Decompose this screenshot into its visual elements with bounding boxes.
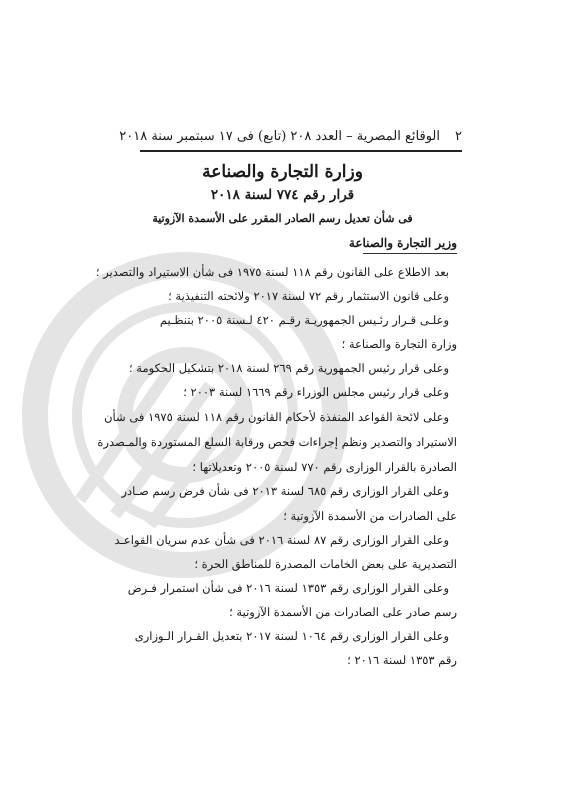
paragraph-line: وعلى قانون الاستثمار رقم ٧٢ لسنة ٢٠١٧ ولائحته التنفيذية ؛ — [168, 289, 449, 303]
ministry-heading: وزارة التجارة والصناعة — [202, 162, 363, 182]
paragraph-line: رقم ١٣٥٣ لسنة ٢٠١٦ ؛ — [347, 653, 457, 667]
page-number: ٢ — [455, 129, 462, 144]
paragraph-line: الاستيراد والتصدير ونظم إجراءات فحص ورقابة السلع المستوردة والمـصدرة — [97, 435, 457, 449]
paragraph-line: وعلى القرار الوزارى رقم ٨٧ لسنة ٢٠١٦ فى شأن عدم سريان القواعـد — [114, 533, 449, 547]
paragraph-line: على الصادرات من الأسمدة الآزوتية ؛ — [283, 509, 457, 523]
paragraph-line: وعلى قرار رئيس الجمهورية رقم ٢٦٩ لسنة ٢٠١٨ بتشكيل الحكومة ؛ — [129, 361, 449, 375]
paragraph-line: وعلى القرار الوزارى رقم ٦٨٥ لسنة ٢٠١٣ فى شأن فرض رسم صـادر — [121, 484, 449, 498]
paragraph-line: وعلى لائحة القواعد المنفذة لأحكام القانون رقم ١١٨ لسنة ١٩٧٥ فى شأن — [104, 410, 449, 424]
paragraph-line: بعد الاطلاع على القانون رقم ١١٨ لسنة ١٩٧٥ فى شأن الاستيراد والتصدير ؛ — [95, 265, 449, 279]
paragraph-line: وعلى القرار الوزارى رقم ١٣٥٣ لسنة ٢٠١٦ فى شأن استمرار فـرض — [127, 581, 449, 595]
paragraph-line: الصادرة بالقرار الوزارى رقم ٧٧٠ لسنة ٢٠٠٥ وتعديلاتها ؛ — [192, 460, 457, 474]
decree-title: قرار رقم ٧٧٤ لسنة ٢٠١٨ — [210, 187, 355, 203]
decree-subject: فى شأن تعديل رسم الصادر المقرر على الأسمدة الآزوتية — [152, 212, 413, 225]
paragraph-line: رسم صادر على الصادرات من الأسمدة الآزوتية ؛ — [229, 605, 457, 619]
paragraph-line: وعلى القرار الوزارى رقم ١٠٦٤ لسنة ٢٠١٧ بتعديل القـرار الـوزارى — [134, 629, 449, 643]
paragraph-line: التصديرية على بعض الخامات المصدرة للمناطق الحرة ؛ — [194, 557, 457, 571]
gazette-title: الوقائع المصرية – العدد ٢٠٨ (تابع) فى ١٧ سبتمبر سنة ٢٠١٨ — [119, 129, 440, 144]
paragraph-line: وعلى قرار رئيس مجلس الوزراء رقم ١٦٦٩ لسنة ٢٠٠٣ ؛ — [183, 385, 449, 399]
paragraph-line: وعلـى قـرار رئـيس الجمهوريـة رقـم ٤٢٠ لـسنة ٢٠٠٥ بتنظـيم — [159, 313, 449, 327]
paragraph-line: وزارة التجارة والصناعة ؛ — [341, 337, 457, 351]
minister-heading: وزير التجارة والصناعة — [348, 236, 457, 250]
